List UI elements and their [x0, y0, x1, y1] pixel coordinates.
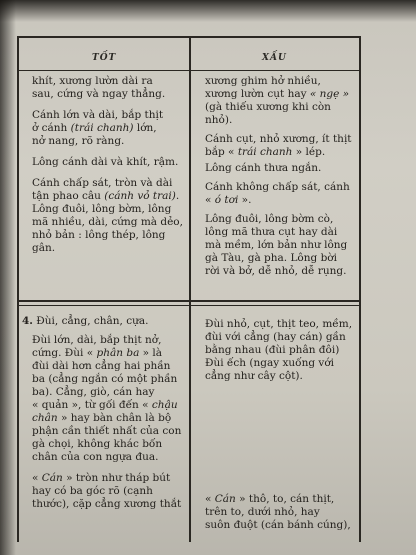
- row2-good-text: cứng. Đùi «: [32, 347, 97, 359]
- row2-good-italic: Cán: [41, 472, 63, 484]
- row1-bad-text: xương lườn cụt hay: [205, 88, 310, 100]
- row1-bad-text: » lép.: [292, 146, 326, 158]
- row2-good-text: » là: [139, 347, 163, 359]
- row2-bad-line: [205, 493, 334, 506]
- row1-bad-line: rời và bở, dễ nhỏ, dễ rụng.: [205, 265, 347, 277]
- row1-bad-italic: ó tơi: [214, 194, 239, 206]
- row2-heading: [22, 315, 148, 328]
- row1-good-line: nở nang, rõ ràng.: [32, 135, 125, 147]
- page-edge-shadow-top: [0, 0, 416, 22]
- row2-good-line: ba (cẳng ngắn có một phần: [32, 373, 178, 385]
- row1-good-line: [32, 190, 179, 203]
- table-right-border: [359, 36, 361, 542]
- row1-good-italic: (trái chanh): [70, 122, 134, 134]
- row1-good-text: .: [175, 190, 180, 202]
- table-left-border: [17, 36, 19, 542]
- row1-bad-line: gà Tàu, gà pha. Lông bời: [205, 252, 337, 264]
- row1-good-line: Cánh lớn và dài, bắp thịt: [32, 109, 164, 121]
- row2-good-line: phận cần thiết nhất của con: [32, 425, 182, 437]
- row2-bad-line: trên to, dưới nhỏ, hay: [205, 506, 320, 518]
- table-row-divider: [17, 300, 361, 302]
- row1-bad-italic: « ngẹ »: [309, 88, 350, 100]
- row2-good-line: [32, 412, 171, 425]
- row1-good-line: sau, cứng và ngay thẳng.: [32, 88, 166, 100]
- row2-bad-line: bằng nhau (đùi phân đôi): [205, 344, 340, 356]
- row2-good-line: ba). Cẳng, giò, cán hay: [32, 386, 155, 398]
- row1-good-line: khít, xương lườn dài ra: [32, 75, 153, 87]
- row2-bad-line: cẳng như cây cột).: [205, 370, 303, 382]
- row1-bad-line: [205, 194, 251, 207]
- row1-good-line: gân.: [32, 242, 56, 254]
- row2-good-text: » hay bàn chân là bộ: [57, 412, 172, 424]
- row1-good-line: Lông đuôi, lông bờm, lông: [32, 203, 172, 215]
- row1-bad-line: mà mềm, lớn bản như lông: [205, 239, 348, 251]
- row1-good-italic: (cánh vỏ trai): [104, 190, 176, 202]
- row1-bad-line: Cánh không chấp sát, cánh: [205, 181, 350, 193]
- row2-good-italic: chậu: [151, 399, 178, 411]
- column-header-good: TỐT: [92, 53, 117, 63]
- row1-good-line: Lông cánh dài và khít, rậm.: [32, 156, 179, 168]
- row2-good-text: «: [32, 472, 42, 484]
- column-header-bad: XẤU: [262, 53, 287, 63]
- row2-good-italic: chân: [32, 412, 58, 424]
- row2-number: 4.: [22, 315, 33, 327]
- table-top-border: [17, 36, 361, 38]
- row1-bad-italic: trái chanh: [237, 146, 293, 158]
- row2-good-text: « quản », từ gối đến «: [32, 399, 152, 411]
- row1-bad-line: Cánh cụt, nhỏ xương, ít thịt: [205, 133, 352, 145]
- row1-good-text: tận phao câu: [32, 190, 105, 202]
- row2-good-line: chân của con ngựa đua.: [32, 451, 159, 463]
- row2-good-line: hay có ba góc rõ (cạnh: [32, 485, 153, 497]
- row2-good-line: đùi dài hơn cẳng hai phần: [32, 360, 171, 372]
- row2-bad-text: «: [205, 493, 215, 505]
- row1-good-line: nhỏ bản : lông thép, lông: [32, 229, 166, 241]
- row2-good-line: gà chọi, không khác bốn: [32, 438, 163, 450]
- row1-bad-line: nhỏ).: [205, 114, 233, 126]
- row2-good-line: [32, 399, 178, 412]
- row2-good-italic: phân ba: [96, 347, 140, 359]
- row1-bad-line: lông mã thưa cụt hay dài: [205, 226, 338, 238]
- row2-bad-line: đùi với cẳng (hay cán) gần: [205, 331, 346, 343]
- row1-bad-text: bắp «: [205, 146, 238, 158]
- row1-good-line: mã nhiều, dài, cứng mà dẻo,: [32, 216, 183, 228]
- row2-bad-line: suôn đuột (cán bánh cúng),: [205, 519, 351, 531]
- row1-good-line: [32, 122, 157, 135]
- row2-bad-line: Đùi ếch (ngay xuống với: [205, 357, 335, 369]
- row2-good-line: [32, 347, 162, 360]
- row1-bad-line: (gà thiếu xương khi còn: [205, 101, 331, 113]
- row1-bad-text: «: [205, 194, 215, 206]
- row1-bad-line: xương ghim hở nhiều,: [205, 75, 321, 87]
- row1-bad-line: [205, 88, 349, 101]
- row1-bad-line: Lông cánh thưa ngắn.: [205, 162, 322, 174]
- row1-bad-line: [205, 146, 325, 159]
- row2-good-line: [32, 472, 170, 485]
- table-middle-divider: [189, 36, 191, 542]
- table-row-divider-inner: [17, 305, 361, 306]
- row2-bad-text: » thô, to, cán thịt,: [235, 493, 335, 505]
- row2-bad-line: Đùi nhỏ, cụt, thịt teo, mềm,: [205, 318, 353, 330]
- row1-bad-text: ».: [238, 194, 252, 206]
- page-edge-shadow-left: [0, 0, 16, 555]
- row2-good-line: thước), cặp cẳng xương thắt: [32, 498, 182, 510]
- row1-good-line: Cánh chấp sát, tròn và dài: [32, 177, 173, 189]
- row2-good-line: Đùi lớn, dài, bắp thịt nở,: [32, 334, 162, 346]
- row1-good-text: ở cánh: [32, 122, 71, 134]
- table-header-rule: [17, 70, 361, 71]
- row2-bad-italic: Cán: [214, 493, 236, 505]
- row1-bad-line: Lông đuôi, lông bờm cò,: [205, 213, 334, 225]
- row1-good-text: lớn,: [133, 122, 157, 134]
- row2-heading-text: Đùi, cẳng, chân, cựa.: [32, 315, 149, 327]
- row2-good-text: » tròn như tháp bút: [62, 472, 171, 484]
